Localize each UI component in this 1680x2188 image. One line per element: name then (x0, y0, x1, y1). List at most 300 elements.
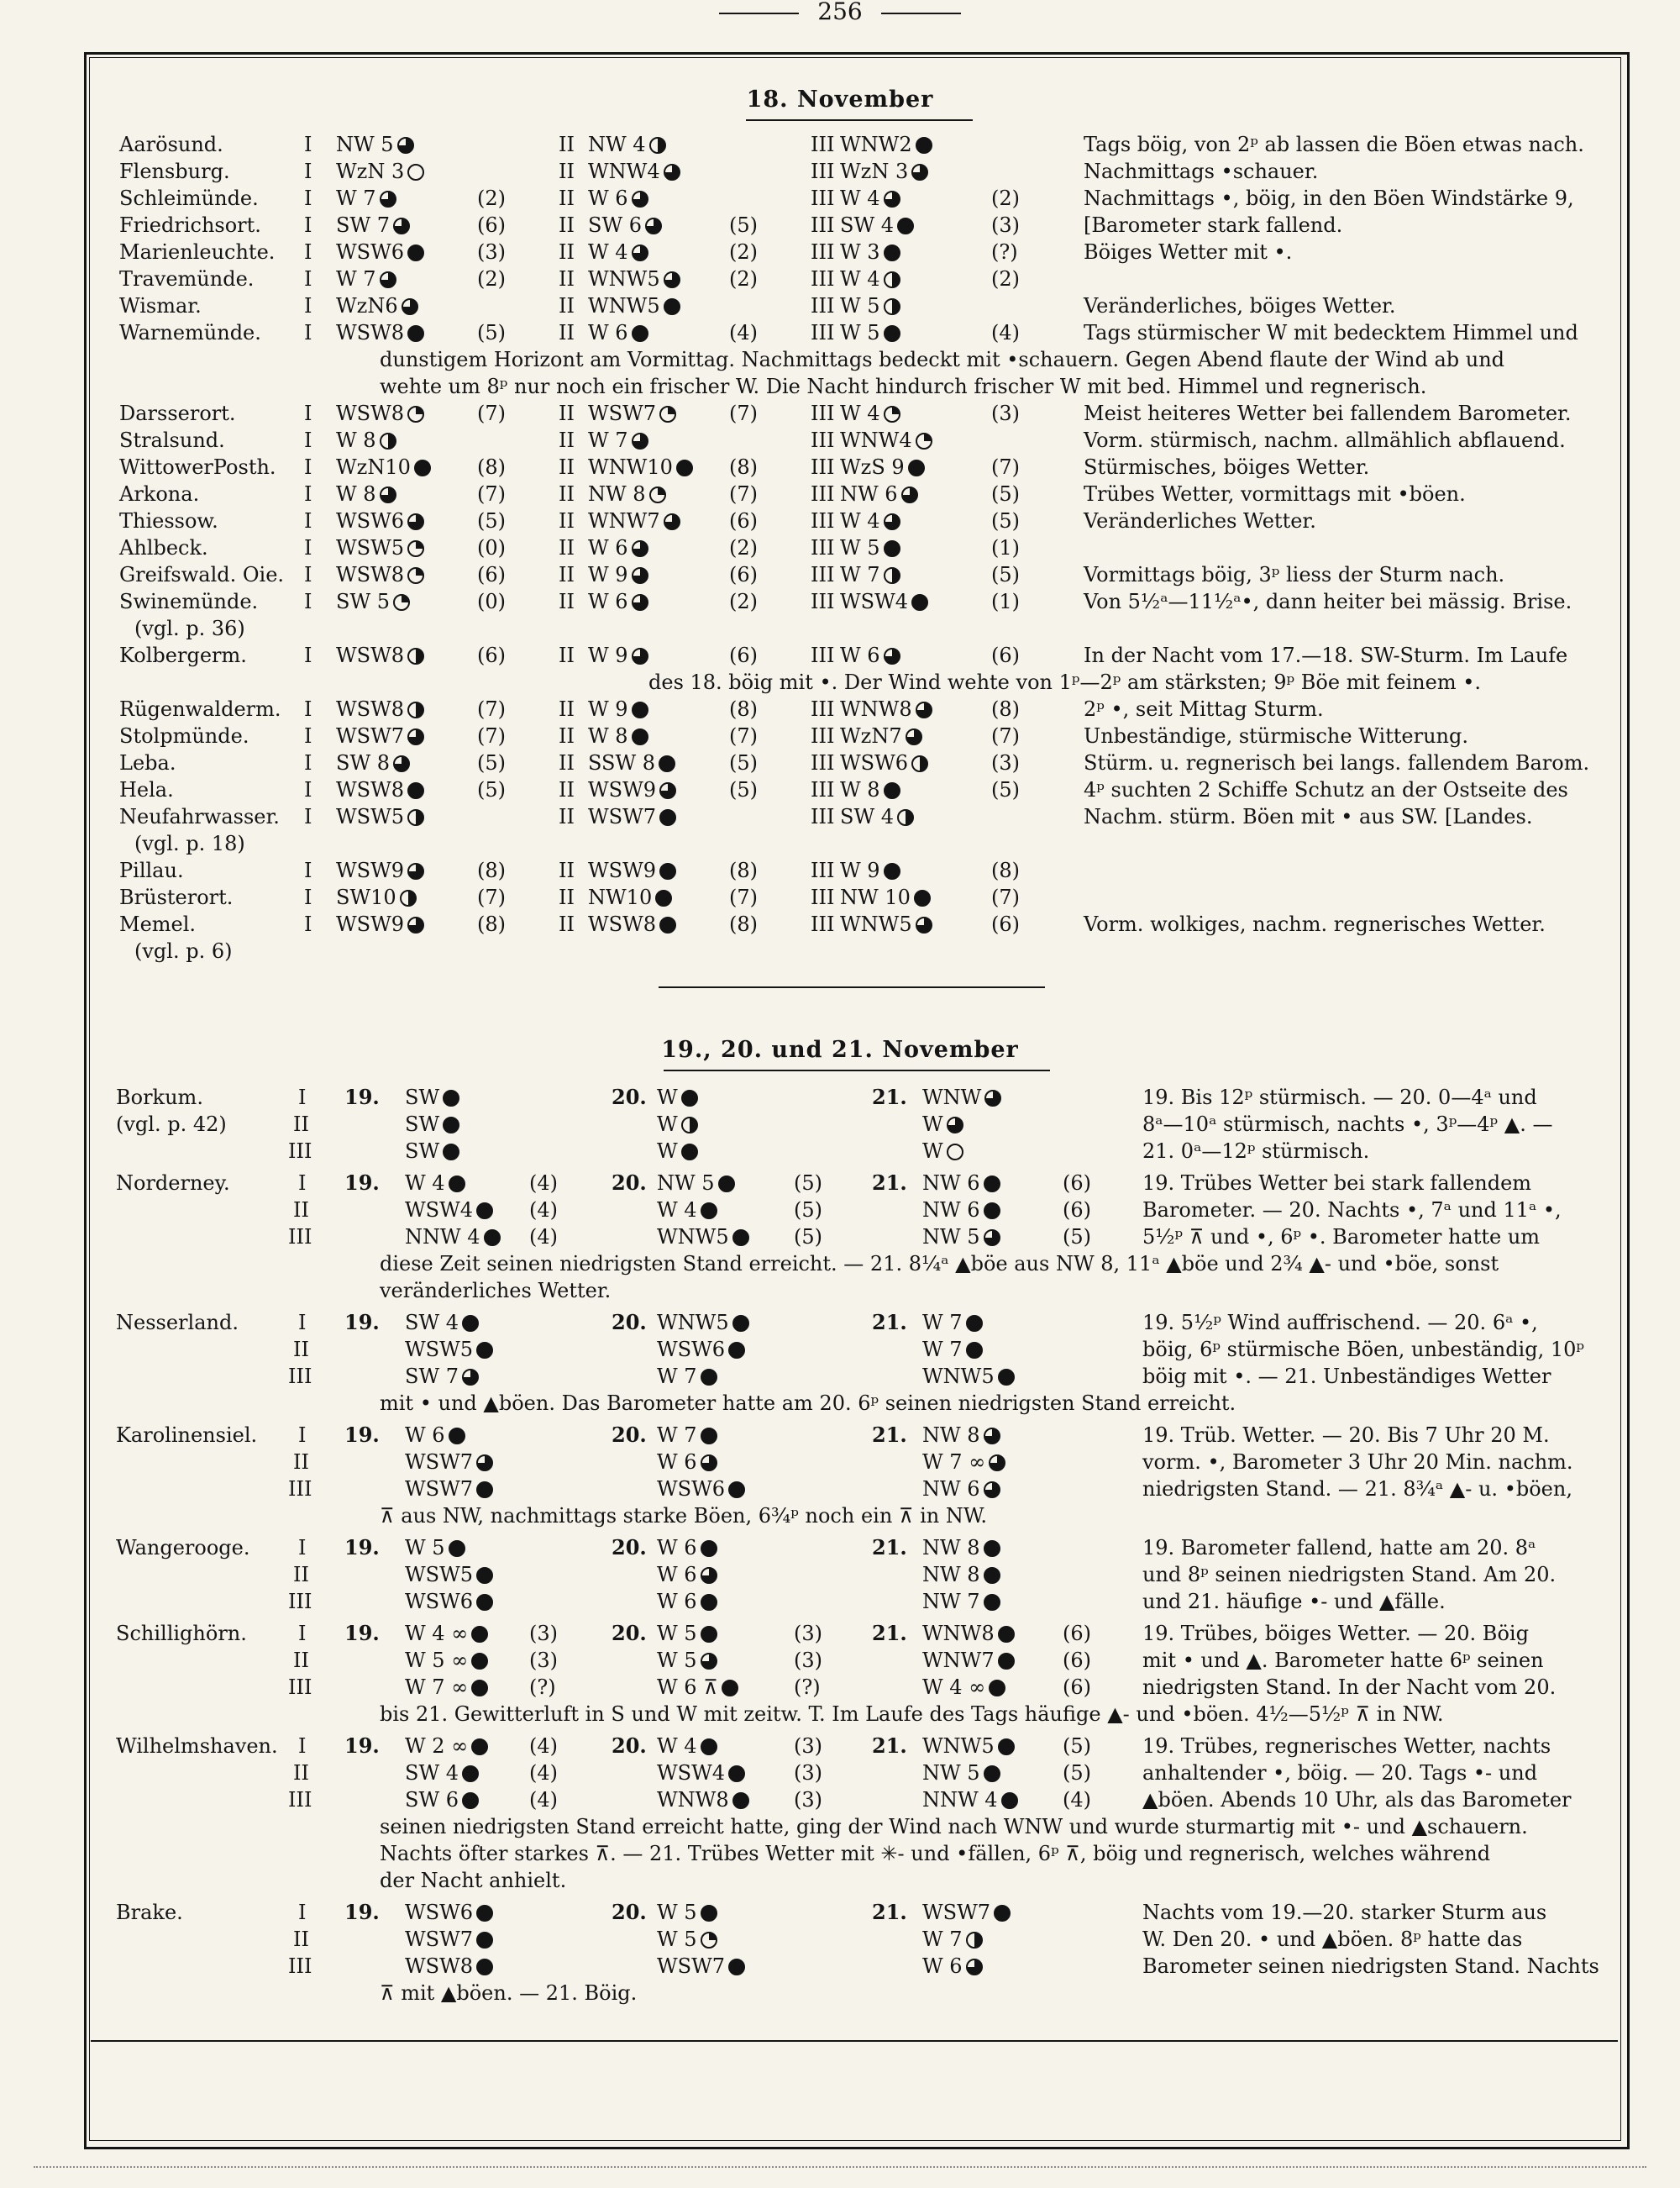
obs-day-19-wind: WSW5 (405, 1338, 474, 1361)
station-row (0, 1899, 1680, 1926)
obs-ii-wind: WNW7 (588, 509, 660, 533)
obs-ii (588, 508, 680, 534)
obs-day-20-wind: WSW6 (657, 1338, 726, 1361)
sky-cover-icon (884, 540, 900, 557)
obs-i-wind: SW 8 (336, 751, 391, 775)
day-20: 20. (612, 1535, 647, 1559)
obs-i-label: I (304, 751, 312, 775)
obs-iii (840, 588, 928, 615)
sky-cover-icon (681, 1144, 698, 1160)
obs-i-label: I (304, 402, 312, 425)
bottom-dotted-rule (34, 2166, 1646, 2168)
remark: 8ᵃ—10ᵃ stürmisch, nachts •, 3ᵖ—4ᵖ ▲. — (1142, 1112, 1553, 1136)
obs-row-label: III (288, 1365, 312, 1388)
station-reference: (vgl. p. 18) (134, 832, 245, 855)
sky-cover-icon (462, 1315, 479, 1332)
obs-i-sea: (0) (477, 590, 506, 613)
sky-cover-icon (476, 1932, 493, 1949)
station-name: Schillighörn. (116, 1622, 247, 1645)
sky-cover-icon (984, 1594, 1000, 1611)
obs-ii-label: II (559, 751, 575, 775)
obs-day-21 (922, 1620, 1015, 1647)
sky-cover-icon (884, 325, 900, 342)
remark: Stürm. u. regnerisch bei langs. fallendem Barom. (1084, 751, 1590, 775)
station-name: Memel. (119, 913, 197, 936)
obs-day-19-wind: W 6 (405, 1423, 445, 1447)
sky-cover-icon (701, 1428, 717, 1444)
sky-cover-icon (632, 594, 648, 611)
station-name: Ahlbeck. (119, 536, 208, 560)
obs-i-sea: (6) (477, 213, 506, 237)
remark: Vorm. stürmisch, nachm. allmählich abflauend. (1084, 429, 1566, 452)
obs-ii-sea: (7) (729, 482, 758, 506)
day-20: 20. (612, 1733, 647, 1758)
remark: W. Den 20. • und ▲böen. 8ᵖ hatte das (1142, 1928, 1523, 1951)
obs-i-sea: (6) (477, 644, 506, 667)
sky-cover-icon (407, 325, 424, 342)
obs-ii-wind: W 8 (588, 724, 628, 748)
obs-i (336, 454, 431, 481)
station-name: Greifswald. Oie. (119, 563, 285, 586)
obs-ii-wind: W 9 (588, 563, 628, 586)
day-21: 21. (872, 1085, 907, 1109)
obs-i-sea: (3) (477, 240, 506, 264)
obs-day-19-sea: (?) (529, 1675, 556, 1699)
sky-cover-icon (994, 1905, 1011, 1922)
obs-iii-sea: (1) (991, 536, 1020, 560)
station-row (0, 292, 1680, 319)
obs-iii-wind: NW 6 (840, 482, 898, 506)
sky-cover-icon (471, 1653, 488, 1670)
obs-iii-label: III (811, 751, 835, 775)
remark: niedrigsten Stand. In der Nacht vom 20. (1142, 1675, 1557, 1699)
obs-ii (588, 239, 648, 266)
sky-cover-icon (901, 487, 918, 503)
obs-i-label: I (304, 267, 312, 291)
sky-cover-icon (414, 460, 431, 476)
obs-day-21-sea: (6) (1063, 1171, 1091, 1195)
obs-day-19 (405, 1674, 488, 1701)
obs-iii-wind: WzN7 (840, 724, 902, 748)
obs-iii-label: III (811, 402, 835, 425)
obs-day-21 (922, 1475, 1000, 1502)
sky-cover-icon (664, 298, 680, 315)
obs-ii (588, 642, 648, 669)
obs-iii-wind: W 6 (840, 644, 880, 667)
obs-day-20-wind: WSW4 (657, 1761, 726, 1785)
station-row (0, 1926, 1680, 1953)
remark-continued: diese Zeit seinen niedrigsten Stand erreicht. — 21. 8¼ᵃ ▲böe aus NW 8, 11ᵃ ▲böe und 2¾ ▲- und •böe, sonst (380, 1252, 1499, 1275)
sky-cover-icon (402, 298, 418, 315)
obs-iii-wind: SW 4 (840, 213, 895, 237)
sky-cover-icon (989, 1454, 1005, 1471)
sky-cover-icon (407, 406, 424, 423)
obs-day-20 (657, 1647, 717, 1674)
obs-i (336, 696, 424, 723)
obs-ii (588, 884, 672, 911)
obs-i (336, 239, 424, 266)
sky-cover-icon (884, 245, 900, 261)
obs-i (336, 131, 414, 158)
obs-iii (840, 454, 925, 481)
station-row (0, 454, 1680, 481)
sky-cover-icon (462, 1369, 479, 1386)
obs-day-19-sea: (4) (529, 1734, 558, 1758)
sky-cover-icon (701, 1932, 717, 1949)
obs-day-19-wind: SW 4 (405, 1311, 459, 1334)
sky-cover-icon (984, 1540, 1000, 1557)
day-20: 20. (612, 1170, 647, 1195)
obs-iii-sea: (8) (991, 697, 1020, 721)
obs-row-label: I (298, 1901, 307, 1924)
obs-iii-wind: W 7 (840, 563, 880, 586)
obs-i-wind: W 8 (336, 482, 376, 506)
obs-iii-sea: (3) (991, 213, 1020, 237)
remark-continued: der Nacht anhielt. (380, 1869, 567, 1892)
obs-iii-sea: (5) (991, 509, 1020, 533)
obs-iii (840, 723, 922, 749)
obs-day-19 (405, 1170, 465, 1197)
obs-iii-label: III (811, 267, 835, 291)
obs-day-21-wind: NW 7 (922, 1590, 980, 1613)
obs-iii-label: III (811, 187, 835, 210)
sky-cover-icon (884, 863, 900, 880)
sky-cover-icon (984, 1176, 1000, 1192)
sky-cover-icon (728, 1959, 745, 1975)
obs-ii-wind: WNW4 (588, 160, 660, 183)
remark: Stürmisches, böiges Wetter. (1084, 455, 1370, 479)
obs-iii-label: III (811, 213, 835, 237)
sky-cover-icon (966, 1315, 983, 1332)
obs-day-20-sea: (5) (794, 1198, 822, 1222)
remark-continued: seinen niedrigsten Stand erreicht hatte, ging der Wind nach WNW und wurde sturmartig mit •- und ▲schauern. (380, 1815, 1528, 1838)
obs-i-wind: WzN10 (336, 455, 411, 479)
obs-ii-label: II (559, 321, 575, 345)
sky-cover-icon (966, 1342, 983, 1359)
obs-row-label: II (293, 1928, 309, 1951)
obs-ii (588, 749, 675, 776)
obs-ii (588, 803, 676, 830)
station-row (0, 319, 1680, 346)
sky-cover-icon (897, 809, 914, 826)
obs-day-20-wind: W 5 (657, 1649, 697, 1672)
obs-ii-label: II (559, 778, 575, 802)
obs-iii (840, 212, 914, 239)
obs-day-21-wind: W 4 ∞ (922, 1675, 986, 1699)
obs-iii (840, 642, 900, 669)
obs-row-label: I (298, 1086, 307, 1109)
sky-cover-icon (449, 1428, 465, 1444)
obs-day-20-wind: W (657, 1139, 678, 1163)
remark: Vorm. wolkiges, nachm. regnerisches Wetter. (1084, 913, 1546, 936)
remark: In der Nacht vom 17.—18. SW-Sturm. Im Laufe (1084, 644, 1568, 667)
remark: 19. Trübes, böiges Wetter. — 20. Böig (1142, 1622, 1529, 1645)
sky-cover-icon (632, 567, 648, 584)
obs-ii-sea: (8) (729, 913, 758, 936)
obs-ii-wind: W 6 (588, 536, 628, 560)
obs-i-wind: WSW5 (336, 805, 405, 828)
sky-cover-icon (884, 648, 900, 665)
station-row (0, 1534, 1680, 1561)
obs-day-20-wind: NW 5 (657, 1171, 715, 1195)
obs-iii (840, 292, 900, 319)
obs-day-19 (405, 1111, 459, 1138)
sky-cover-icon (911, 164, 928, 181)
remark-continued: mit • und ▲böen. Das Barometer hatte am 20. 6ᵖ seinen niedrigsten Stand erreicht. (380, 1391, 1236, 1415)
obs-day-19-wind: WSW6 (405, 1901, 474, 1924)
obs-day-20 (657, 1899, 717, 1926)
obs-iii-wind: W 9 (840, 859, 880, 882)
obs-i (336, 185, 396, 212)
sky-cover-icon (632, 325, 648, 342)
sky-cover-icon (393, 755, 410, 772)
obs-day-19-wind: W 4 ∞ (405, 1622, 469, 1645)
station-name: Schleimünde. (119, 187, 259, 210)
sky-cover-icon (462, 1765, 479, 1782)
obs-day-20-sea: (?) (794, 1675, 821, 1699)
remark: 19. Trübes Wetter bei stark fallendem (1142, 1171, 1532, 1195)
obs-i-wind: NW 5 (336, 133, 394, 156)
sky-cover-icon (916, 917, 932, 934)
sky-cover-icon (407, 648, 424, 665)
obs-day-20-wind: WSW7 (657, 1954, 726, 1978)
obs-day-20 (657, 1309, 749, 1336)
obs-ii-wind: WSW7 (588, 402, 657, 425)
obs-day-19-wind: SW (405, 1139, 440, 1163)
obs-row-label: III (288, 1954, 312, 1978)
station-name: Travemünde. (119, 267, 255, 291)
obs-iii-label: III (811, 724, 835, 748)
remark: 5½ᵖ ⊼ und •, 6ᵖ •. Barometer hatte um (1142, 1225, 1541, 1249)
sky-cover-icon (462, 1792, 479, 1809)
obs-i-sea: (5) (477, 321, 506, 345)
obs-i (336, 723, 424, 749)
remark-continued: veränderliches Wetter. (380, 1279, 612, 1302)
day-21: 21. (872, 1310, 907, 1334)
sky-cover-icon (916, 702, 932, 718)
obs-ii-label: II (559, 294, 575, 318)
obs-day-20 (657, 1111, 698, 1138)
obs-ii (588, 534, 648, 561)
obs-iii (840, 185, 900, 212)
obs-ii-sea: (6) (729, 563, 758, 586)
station-row (0, 588, 1680, 615)
obs-row-label: III (288, 1788, 312, 1812)
obs-ii-sea: (7) (729, 886, 758, 909)
station-reference: (vgl. p. 6) (134, 939, 233, 963)
station-row (0, 1561, 1680, 1588)
station-row (0, 1336, 1680, 1363)
remark: vorm. •, Barometer 3 Uhr 20 Min. nachm. (1142, 1450, 1573, 1474)
obs-i-wind: WSW9 (336, 913, 405, 936)
obs-ii (588, 481, 666, 508)
obs-i-wind: WSW8 (336, 321, 405, 345)
obs-ii-wind: WSW9 (588, 778, 657, 802)
obs-ii (588, 292, 680, 319)
obs-row-label: II (293, 1563, 309, 1586)
obs-iii (840, 508, 900, 534)
sky-cover-icon (884, 782, 900, 799)
remark: niedrigsten Stand. — 21. 8¾ᵃ ▲- u. •böen, (1142, 1477, 1572, 1501)
obs-ii (588, 454, 693, 481)
obs-iii-label: III (811, 536, 835, 560)
obs-iii-label: III (811, 590, 835, 613)
obs-day-21-wind: W 7 (922, 1338, 963, 1361)
obs-day-19 (405, 1620, 488, 1647)
obs-row-label: II (293, 1450, 309, 1474)
sky-cover-icon (476, 1202, 493, 1219)
sky-cover-icon (664, 164, 680, 181)
obs-ii-label: II (559, 697, 575, 721)
station-name: Hela. (119, 778, 174, 802)
station-row (0, 884, 1680, 911)
obs-day-20 (657, 1449, 717, 1475)
sky-cover-icon (908, 460, 925, 476)
obs-day-20 (657, 1138, 698, 1165)
obs-i-label: I (304, 213, 312, 237)
obs-iii-sea: (3) (991, 402, 1020, 425)
remark-continued: bis 21. Gewitterluft in S und W mit zeitw. T. Im Laufe des Tags häufige ▲- und •böen. 4½—5½ᵖ ⊼ in NW. (380, 1702, 1444, 1726)
obs-day-20-sea: (5) (794, 1171, 822, 1195)
obs-day-20 (657, 1336, 745, 1363)
obs-i-sea: (0) (477, 536, 506, 560)
obs-day-21-wind: NNW 4 (922, 1788, 998, 1812)
station-row (0, 508, 1680, 534)
obs-row-label: III (288, 1590, 312, 1613)
station-name: Borkum. (116, 1086, 203, 1109)
obs-iii-sea: (4) (991, 321, 1020, 345)
obs-ii-wind: W 6 (588, 321, 628, 345)
obs-iii-wind: WzN 3 (840, 160, 909, 183)
station-row (0, 1422, 1680, 1449)
remark: Barometer. — 20. Nachts •, 7ᵃ und 11ᵃ •, (1142, 1198, 1562, 1222)
obs-iii-label: III (811, 805, 835, 828)
obs-day-21 (922, 1197, 1000, 1223)
day-20: 20. (612, 1621, 647, 1645)
obs-day-21-wind: NW 5 (922, 1761, 980, 1785)
sky-cover-icon (407, 567, 424, 584)
obs-day-21-sea: (6) (1063, 1649, 1091, 1672)
obs-ii (588, 400, 676, 427)
obs-iii-wind: WSW6 (840, 751, 909, 775)
sky-cover-icon (632, 433, 648, 450)
remark: Böiges Wetter mit •. (1084, 240, 1293, 264)
obs-i (336, 481, 396, 508)
obs-i (336, 911, 424, 938)
title-underline (664, 1070, 1050, 1071)
obs-day-19-sea: (4) (529, 1225, 558, 1249)
sky-cover-icon (484, 1229, 501, 1246)
obs-day-19-sea: (4) (529, 1761, 558, 1785)
sky-cover-icon (916, 137, 932, 154)
obs-ii-label: II (559, 455, 575, 479)
sky-cover-icon (728, 1342, 745, 1359)
remark: 19. Trübes, regnerisches Wetter, nachts (1142, 1734, 1551, 1758)
obs-i-sea: (8) (477, 455, 506, 479)
sky-cover-icon (397, 137, 414, 154)
obs-day-21-wind: W (922, 1139, 943, 1163)
obs-i-sea: (2) (477, 187, 506, 210)
sky-cover-icon (659, 917, 676, 934)
obs-day-19-wind: W 4 (405, 1171, 445, 1195)
sky-cover-icon (649, 487, 666, 503)
remark: anhaltender •, böig. — 20. Tags •- und (1142, 1761, 1538, 1785)
obs-i-label: I (304, 563, 312, 586)
obs-iii-label: III (811, 240, 835, 264)
obs-iii-wind: W 4 (840, 509, 880, 533)
sky-cover-icon (728, 1481, 745, 1498)
obs-iii-wind: W 3 (840, 240, 880, 264)
obs-iii (840, 803, 914, 830)
remark: 19. 5½ᵖ Wind auffrischend. — 20. 6ᵃ •, (1142, 1311, 1538, 1334)
station-row (0, 158, 1680, 185)
sky-cover-icon (914, 890, 931, 907)
sky-cover-icon (701, 1454, 717, 1471)
station-name: Wangerooge. (116, 1536, 250, 1559)
obs-day-20 (657, 1733, 717, 1759)
sky-cover-icon (701, 1594, 717, 1611)
sky-cover-icon (407, 917, 424, 934)
obs-iii-label: III (811, 455, 835, 479)
obs-day-20-sea: (3) (794, 1622, 822, 1645)
sky-cover-icon (732, 1792, 749, 1809)
obs-iii-label: III (811, 294, 835, 318)
station-name: Pillau. (119, 859, 184, 882)
remark: 19. Bis 12ᵖ stürmisch. — 20. 0—4ᵃ und (1142, 1086, 1537, 1109)
day-21: 21. (872, 1170, 907, 1195)
page-number (0, 0, 1680, 24)
sky-cover-icon (718, 1176, 735, 1192)
obs-day-20 (657, 1674, 738, 1701)
obs-day-19-wind: WSW7 (405, 1477, 474, 1501)
obs-iii (840, 696, 932, 723)
obs-iii-wind: WSW4 (840, 590, 909, 613)
obs-iii-sea: (6) (991, 913, 1020, 936)
obs-day-19-wind: WSW7 (405, 1450, 474, 1474)
obs-ii-sea: (8) (729, 859, 758, 882)
sky-cover-icon (984, 1229, 1000, 1246)
obs-day-19 (405, 1647, 488, 1674)
obs-i-sea: (7) (477, 402, 506, 425)
sky-cover-icon (632, 648, 648, 665)
sky-cover-icon (659, 755, 675, 772)
station-name: Wilhelmshaven. (116, 1734, 278, 1758)
obs-iii-wind: WNW8 (840, 697, 912, 721)
sky-cover-icon (407, 245, 424, 261)
obs-day-21-sea: (4) (1063, 1788, 1091, 1812)
obs-day-19-wind: WSW6 (405, 1590, 474, 1613)
obs-i-label: I (304, 644, 312, 667)
obs-i (336, 400, 424, 427)
obs-iii (840, 239, 900, 266)
station-name: Warnemünde. (119, 321, 261, 345)
obs-iii (840, 749, 928, 776)
sky-cover-icon (701, 1567, 717, 1584)
remark: Trübes Wetter, vormittags mit •böen. (1084, 482, 1466, 506)
obs-row-label: III (288, 1225, 312, 1249)
obs-i-wind: WSW8 (336, 778, 405, 802)
obs-day-20 (657, 1759, 745, 1786)
obs-day-20 (657, 1561, 717, 1588)
sky-cover-icon (471, 1738, 488, 1755)
obs-ii-wind: WSW9 (588, 859, 657, 882)
obs-row-label: I (298, 1171, 307, 1195)
obs-ii-wind: WNW10 (588, 455, 673, 479)
obs-day-21 (922, 1953, 983, 1980)
obs-day-20 (657, 1197, 717, 1223)
obs-day-20-wind: WSW6 (657, 1477, 726, 1501)
obs-i-wind: WSW6 (336, 509, 405, 533)
